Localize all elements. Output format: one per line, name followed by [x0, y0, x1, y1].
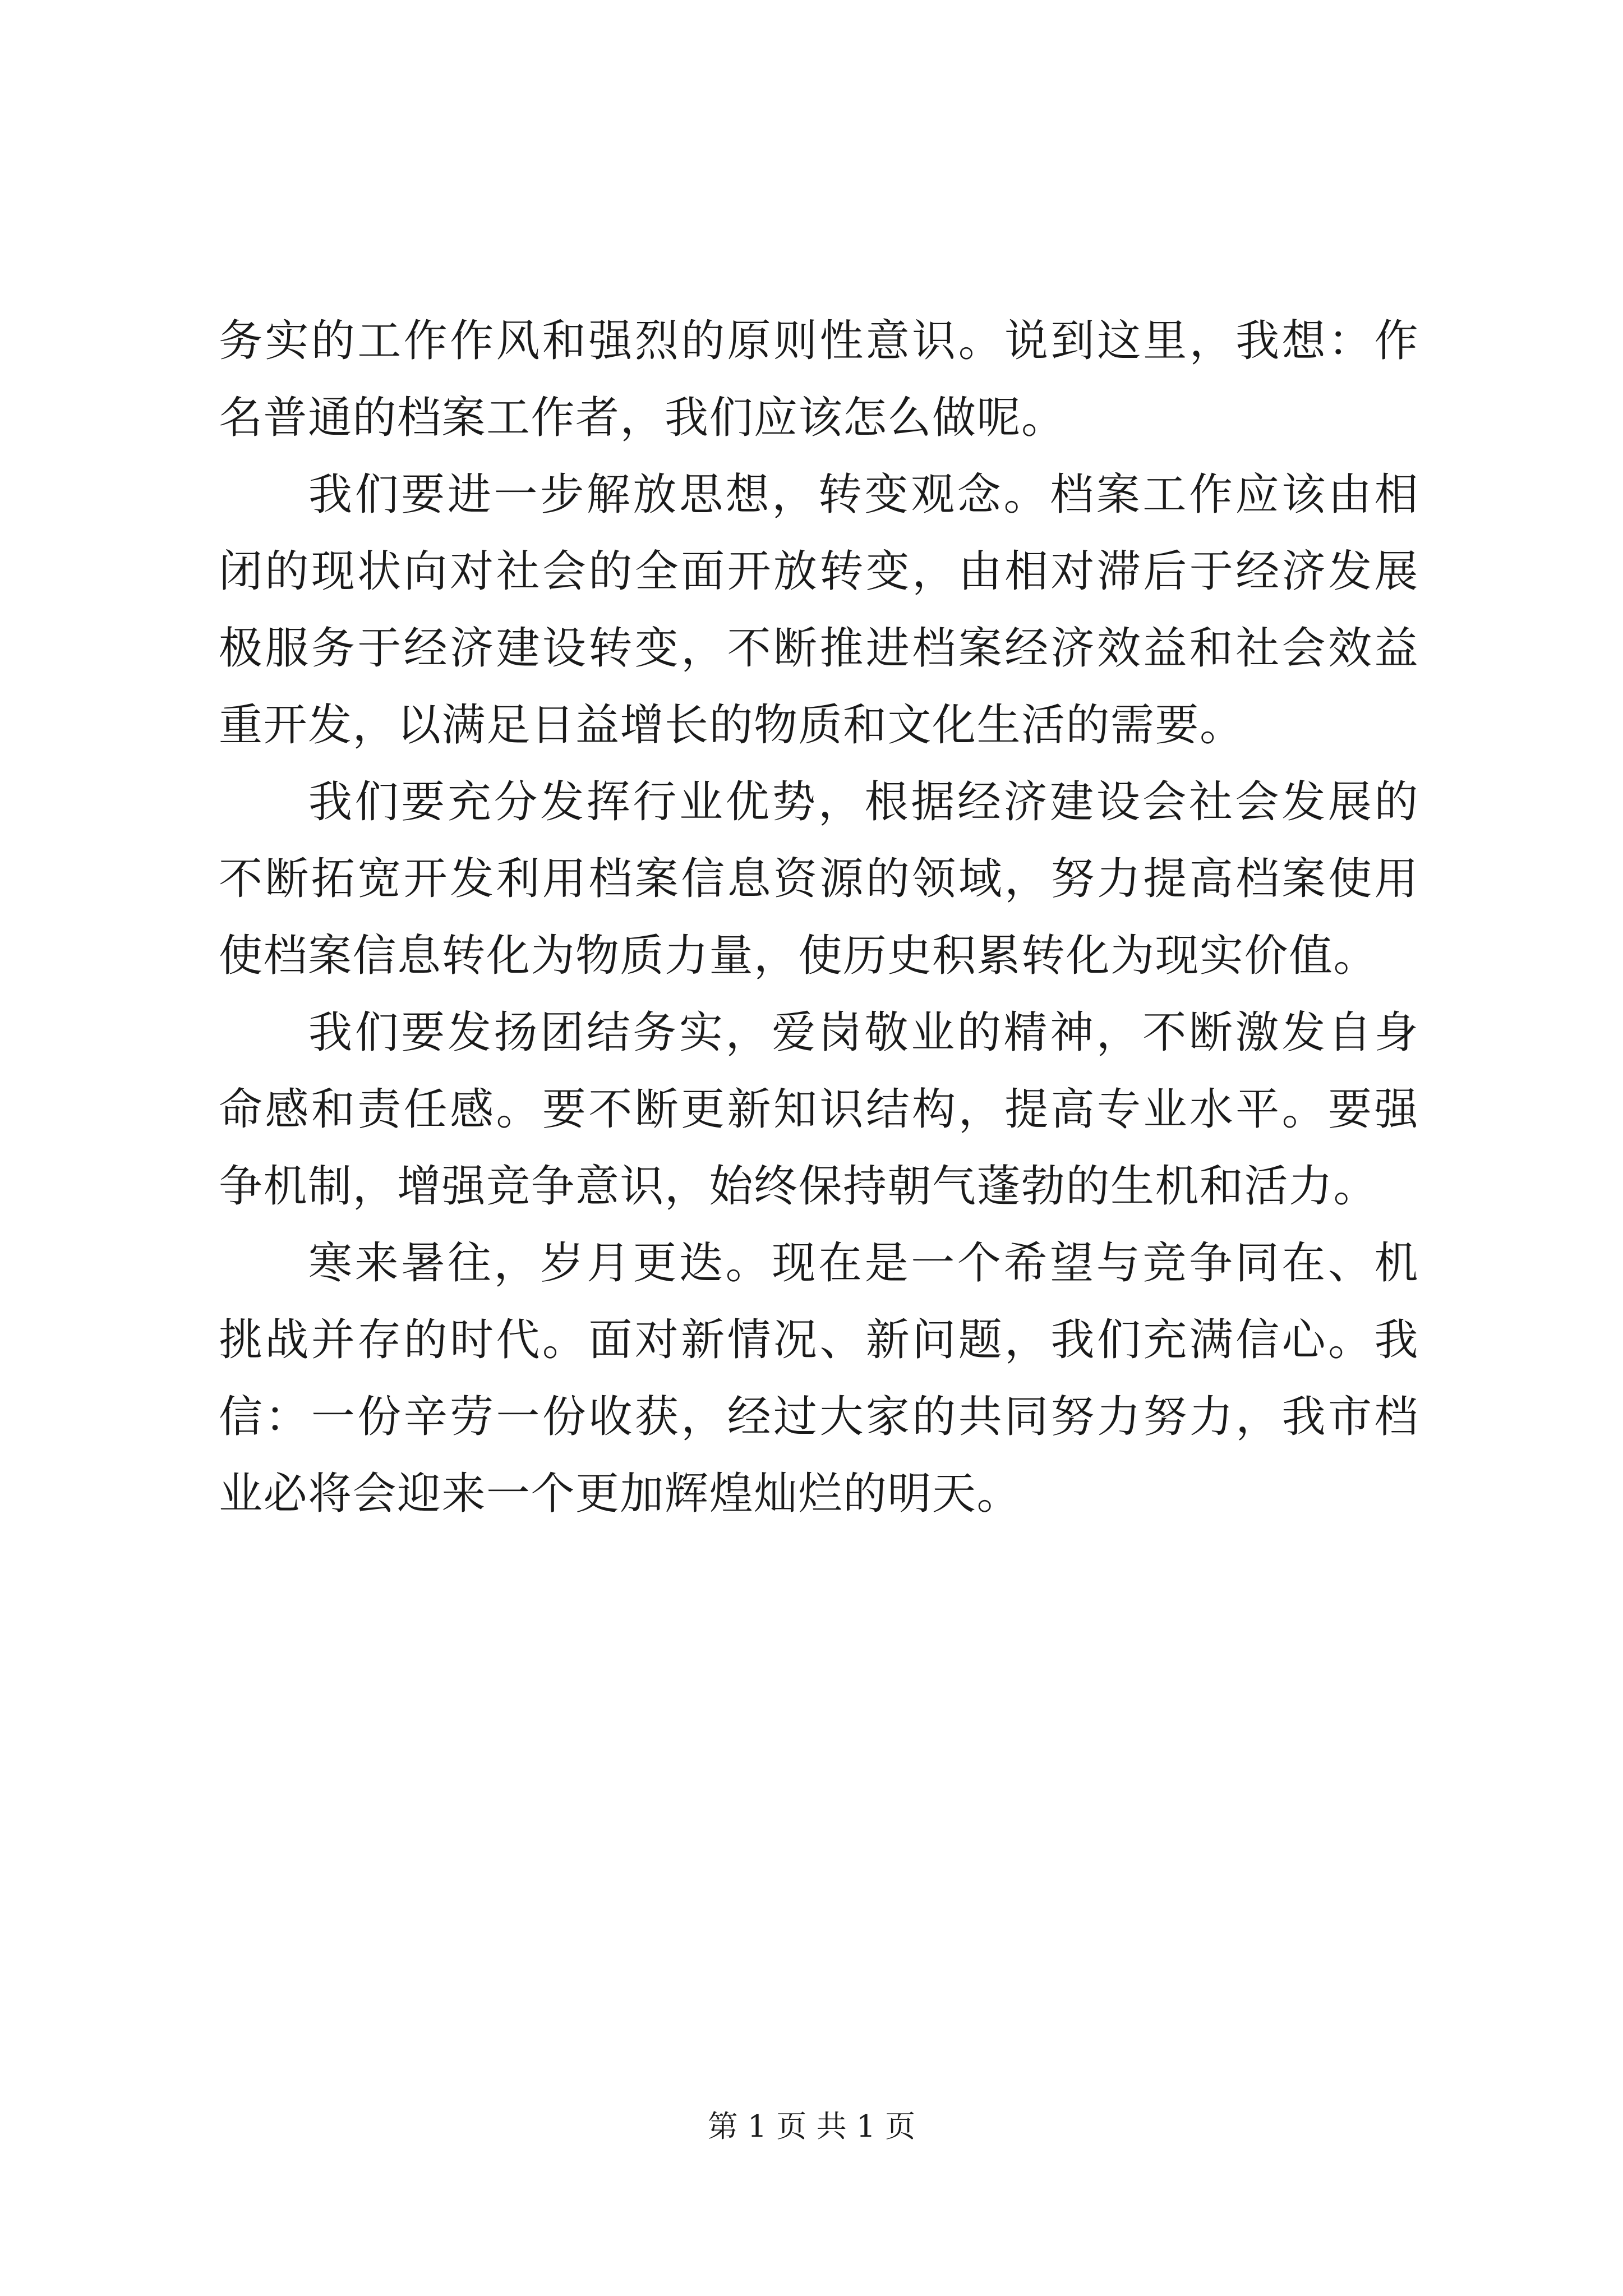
paragraph-continuation	[219, 303, 1419, 457]
text-line: 挑战并存的时代。面对新情况、新问题，我们充满信心。我	[219, 1315, 1419, 1365]
text-line: 闭的现状向对社会的全面开放转变，由相对滞后于经济发展	[219, 546, 1419, 597]
paragraph	[219, 457, 1419, 764]
page-footer	[0, 2107, 1623, 2146]
paragraph	[219, 764, 1419, 995]
text-line: 使档案信息转化为物质力量，使历史积累转化为现实价值。	[219, 931, 1378, 981]
text-line: 争机制，增强竞争意识，始终保持朝气蓬勃的生机和活力。	[219, 1161, 1378, 1212]
text-line: 命感和责任感。要不断更新知识结构，提高专业水平。要强	[219, 1084, 1419, 1135]
text-line: 务实的工作作风和强烈的原则性意识。说到这里，我想：作	[219, 316, 1419, 366]
text-line: 我们要进一步解放思想，转变观念。档案工作应该由相	[308, 470, 1419, 520]
text-line: 极服务于经济建设转变，不断推进档案经济效益和社会效益	[219, 623, 1419, 674]
text-line: 信：一份辛劳一份收获，经过大家的共同努力努力，我市档	[219, 1392, 1419, 1442]
document-body	[219, 303, 1419, 1533]
text-line: 业必将会迎来一个更加辉煌灿烂的明天。	[219, 1469, 1022, 1519]
text-line: 我们要充分发挥行业优势，根据经济建设会社会发展的	[308, 777, 1419, 827]
text-line: 重开发，以满足日益增长的物质和文化生活的需要。	[219, 700, 1244, 751]
paragraph	[219, 995, 1419, 1225]
text-line: 名普通的档案工作者，我们应该怎么做呢。	[219, 393, 1066, 443]
text-line: 我们要发扬团结务实，爱岗敬业的精神，不断激发自身	[308, 1007, 1419, 1058]
paragraph	[219, 1225, 1419, 1533]
page-number-label: 第 1 页 共 1 页	[707, 2109, 916, 2144]
text-line: 不断拓宽开发利用档案信息资源的领域，努力提高档案使用	[219, 854, 1419, 904]
text-line: 寒来暑往，岁月更迭。现在是一个希望与竞争同在、机	[308, 1238, 1419, 1289]
